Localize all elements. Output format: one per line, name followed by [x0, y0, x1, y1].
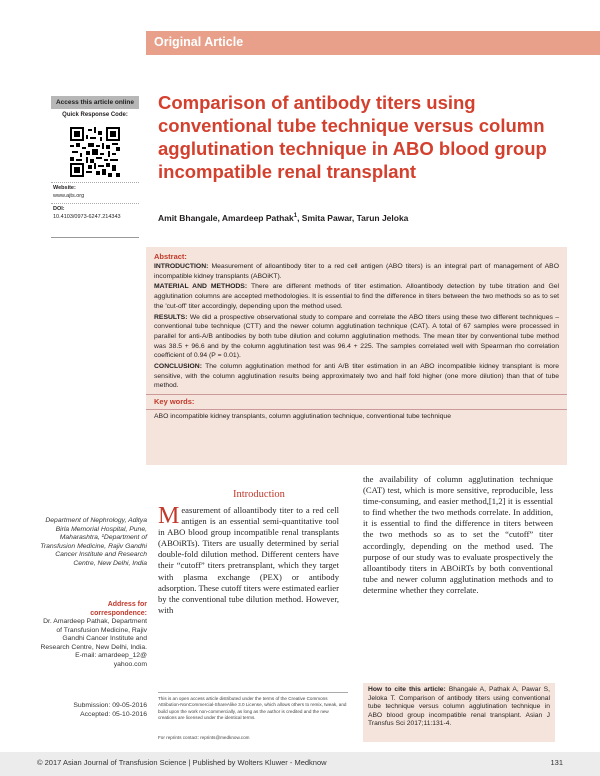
methods-text: There are different methods of titer estimation. Alloantibody detection by tube titration and Gel agglutination columns are accepted methodologies. It is essential to find the difference in titers between the two methods so as to set the 'cut-off' titer accordingly, depending upon the method used. [154, 283, 560, 310]
footer-copyright: © 2017 Asian Journal of Transfusion Science | Published by Wolters Kluwer - Medknow [37, 758, 327, 767]
body-text-left: easurement of alloantibody titer to a red cell antigen is an essential semi-quantitative tool in ABO blood group incompatible renal transplants (ABOiRTs). Titers are usually determined by serial double-fold dilution method. Different centers have their “cutoff” titers pretransplant, which they target with plasma exchange (PEX) or antibody adsorption. These cutoff titers were estimated earlier by the conventional tube dilution method. However, with [158, 505, 339, 615]
license-notice: This is an open access article distributed under the terms of the Creative Commons Attribution-NonCommercial-ShareAlike 3.0 License, which allows others to remix, tweak, and build upon the work non-commercially, as long as the author is credited and the new creations are licensed under the identical terms. [158, 692, 348, 722]
doi-label: DOI: [53, 206, 65, 212]
authors-first: Amit Bhangale, Amardeep Pathak [158, 213, 294, 223]
conclusion-text: The column agglutination method for anti A/B titer estimation in an ABO incompatible kidney transplant is more sensitive, with the column agglutination results being approximately two and half fold higher (one more dilution) than that of tube method. [154, 363, 559, 390]
website-link[interactable]: www.ajts.org [53, 193, 85, 199]
citation-label: How to cite this article: [368, 686, 446, 693]
section-title-introduction: Introduction [233, 489, 285, 500]
body-column-left [158, 505, 339, 616]
intro-label: INTRODUCTION: [154, 263, 209, 270]
qr-label: Quick Response Code: [62, 112, 128, 118]
abstract-intro [154, 262, 559, 281]
divider [146, 394, 567, 395]
divider [51, 182, 139, 183]
accepted-date: Accepted: 05-10-2016 [80, 710, 147, 718]
article-type-band [146, 31, 600, 55]
page-number: 131 [550, 758, 563, 767]
correspondence-heading-line1: Address for [107, 601, 147, 608]
conclusion-label: CONCLUSION: [154, 363, 202, 371]
access-title: Access this article online [51, 96, 139, 109]
citation-box [363, 683, 555, 742]
access-online-box [51, 96, 139, 238]
reprints-contact[interactable]: For reprints contact: reprints@medknow.com [158, 735, 250, 740]
results-label: RESULTS: [154, 313, 188, 321]
correspondence-address: Dr. Amardeep Pathak, Department of Transfusion Medicine, Rajiv Gandhi Cancer Institute and Research Centre, New Delhi, India. E-mail: amardeep_12@ yahoo.com [40, 618, 147, 668]
keywords-heading: Key words: [154, 397, 195, 407]
article-title: Comparison of antibody titers using conventional tube technique versus column agglutination technique in ABO blood group incompatible renal transplant [158, 92, 547, 182]
body-column-right: the availability of column agglutination technique (CAT) test, which is more sensitive, reproducible, less time-consuming, and easier method,[1,2] it is essential to find whether the two methods correlate. In addition, it is essential to find the difference in titers between the two methods so as to set the “cutoff” titer accordingly, depending on the method used. The purpose of our study was to evaluate prospectively the alloantibody titers in ABOiRTs by both conventional tube and newer column agglutination methods and to determine whether they correlate. [363, 474, 553, 595]
divider [51, 203, 139, 204]
authors-rest: , Smita Pawar, Tarun Jeloka [297, 213, 409, 223]
drop-cap: M [158, 503, 180, 529]
intro-text: Measurement of alloantibody titer to a red cell antigen (ABO titers) is an integral part of management of ABO incompatible kidney transplants (ABOiKT). [154, 263, 559, 280]
correspondence-heading [40, 601, 147, 618]
abstract-box [146, 247, 567, 465]
abstract-conclusion [154, 362, 559, 391]
article-category: Original Article [154, 35, 244, 49]
correspondence-heading-line2: correspondence: [90, 609, 147, 617]
abstract-results [154, 313, 559, 362]
abstract-methods [154, 282, 559, 311]
doi-link[interactable]: 10.4103/0973-6247.214343 [53, 214, 121, 220]
author-affiliations: Department of Nephrology, Aditya Birla Memorial Hospital, Pune, Maharashtra, ¹Department of Transfusion Medicine, Rajiv Gandhi Cancer Institute and Research Centre, New Delhi, India [40, 517, 147, 567]
author-list [158, 213, 408, 223]
results-text: We did a prospective observational study to compare and correlate the ABO titers using these two different techniques – conventional tube technique (CTT) and the newer column agglutination technique (CAT). A total of 67 samples were processed in parallel for anti-A/B antibodies by both tube dilution and column agglutination methods. The mean titer by conventional tube method was 38.5 + 96.6 and by the column agglutination test was 96.4 + 225. The samples correlated well with Spearman rho correlation coefficient of 0.94 (P = 0.01). [154, 313, 560, 360]
page-footer [0, 752, 600, 776]
author-affil-sup: 1 [293, 213, 298, 220]
qr-code-icon[interactable] [70, 127, 120, 177]
keywords-text: ABO incompatible kidney transplants, column agglutination technique, conventional tube technique [154, 413, 451, 421]
website-label: Website: [53, 185, 76, 191]
citation-text: Bhangale A, Pathak A, Pawar S, Jeloka T. Comparison of antibody titers using conventional tube technique versus column agglutination technique in ABO blood group incompatible renal transplant. Asian J Transfus Sci 2017;11:131-4. [368, 686, 550, 728]
abstract-heading: Abstract: [154, 252, 187, 261]
submission-date: Submission: 09-05-2016 [73, 702, 147, 709]
submission-dates [40, 702, 147, 719]
methods-label: MATERIAL AND METHODS: [154, 283, 248, 291]
divider [146, 409, 567, 410]
